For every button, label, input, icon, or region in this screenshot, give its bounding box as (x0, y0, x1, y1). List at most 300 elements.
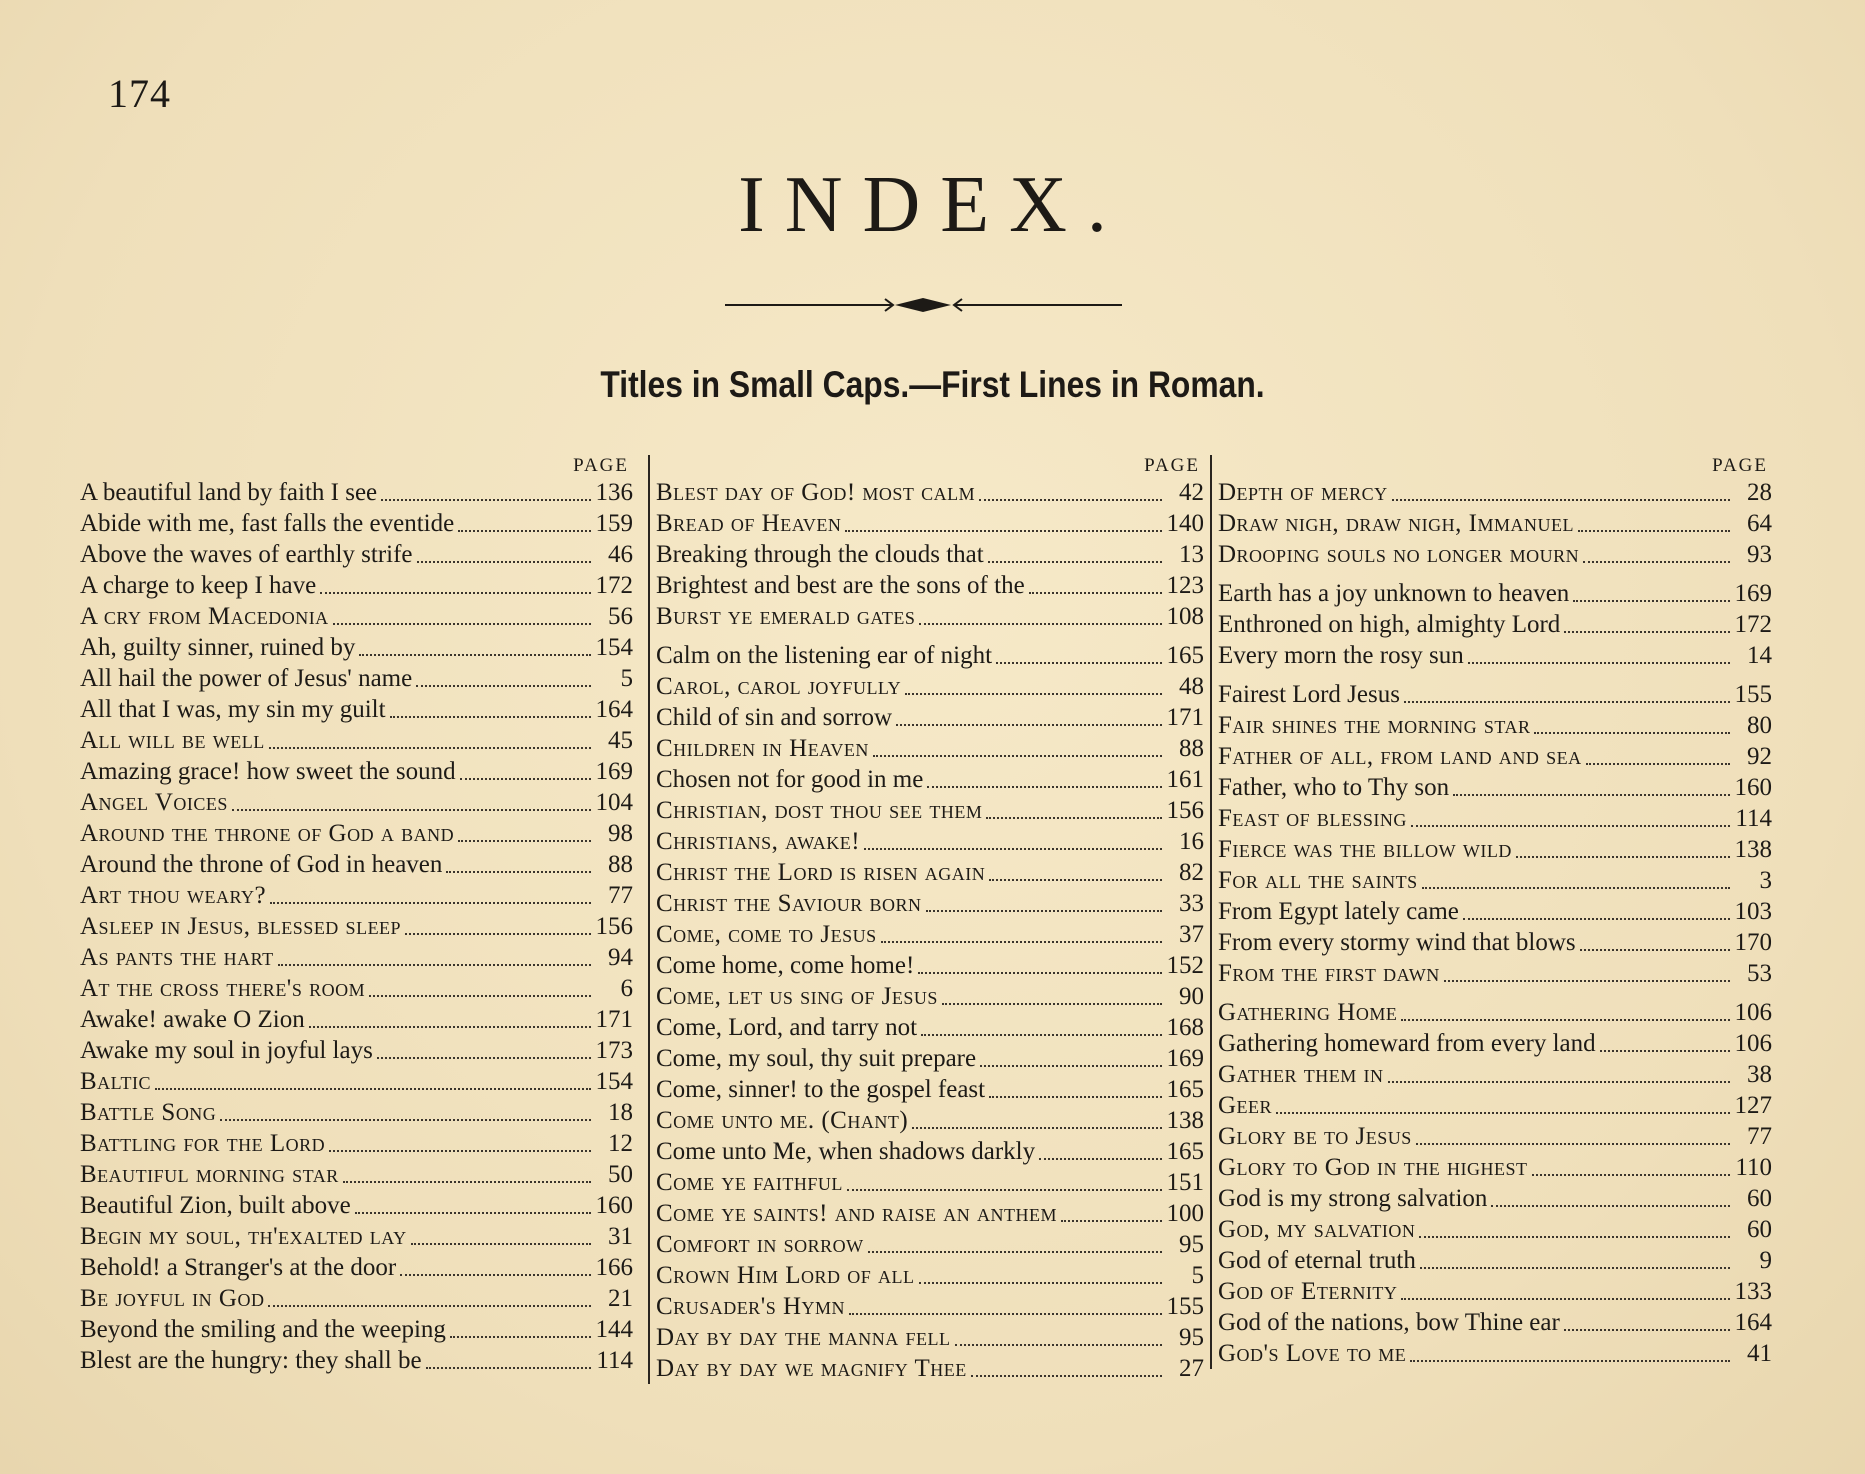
index-entry (656, 702, 1204, 733)
entry-page-number: 156 (1166, 797, 1204, 824)
dot-leader (1039, 1158, 1162, 1160)
dot-leader (1419, 1236, 1730, 1238)
dot-leader (864, 848, 1162, 850)
index-entry (1218, 1152, 1772, 1183)
entry-title: Bread of Heaven (656, 510, 842, 537)
entry-title: Comfort in sorrow (656, 1231, 864, 1258)
entry-page-number: 168 (1166, 1014, 1204, 1041)
entry-title: Battle Song (80, 1099, 217, 1126)
index-entry (656, 1198, 1204, 1229)
dot-leader (381, 499, 591, 501)
index-entry (80, 942, 633, 973)
entry-page-number: 108 (1166, 603, 1204, 630)
index-entry (1218, 1059, 1772, 1090)
dot-leader (450, 1336, 591, 1338)
index-entry (1218, 1028, 1772, 1059)
entry-title: Christ the Saviour born (656, 890, 922, 917)
dot-leader (1392, 499, 1730, 501)
dot-leader (1516, 856, 1730, 858)
index-entry (1218, 640, 1772, 671)
dot-leader (270, 902, 591, 904)
dot-leader (1583, 561, 1730, 563)
index-entry (80, 508, 633, 539)
entry-page-number: 104 (595, 789, 633, 816)
index-entry (1218, 1214, 1772, 1245)
entry-title: All will be well (80, 727, 265, 754)
entry-title: Art thou weary? (80, 882, 267, 909)
index-entry (80, 1314, 633, 1345)
entry-page-number: 45 (608, 727, 633, 754)
entry-title: Come unto me. (Chant) (656, 1107, 909, 1134)
entry-title: Feast of blessing (1218, 805, 1407, 832)
dot-leader (446, 871, 591, 873)
entry-page-number: 9 (1759, 1247, 1772, 1274)
index-entry (1218, 1307, 1772, 1338)
dot-leader (405, 933, 591, 935)
index-subtitle: Titles in Small Caps.—First Lines in Roman. (600, 364, 1265, 405)
entry-title: Enthroned on high, almighty Lord (1218, 611, 1561, 638)
dot-leader (1491, 1205, 1730, 1207)
index-entry (656, 1322, 1204, 1353)
entry-page-number: 172 (1734, 611, 1772, 638)
index-entry (80, 911, 633, 942)
dot-leader (979, 499, 1162, 501)
entry-title: A cry from Macedonia (80, 603, 329, 630)
entry-page-number: 152 (1166, 952, 1204, 979)
dot-leader (955, 1344, 1163, 1346)
dot-leader (355, 1212, 591, 1214)
dot-leader (232, 809, 591, 811)
dot-leader (845, 530, 1162, 532)
entry-page-number: 169 (1166, 1045, 1204, 1072)
entry-page-number: 56 (608, 603, 633, 630)
entry-title: At the cross there's room (80, 975, 366, 1002)
dot-leader (919, 1282, 1163, 1284)
entry-title: God of Eternity (1218, 1278, 1398, 1305)
dot-leader (343, 1181, 591, 1183)
index-entry (1218, 477, 1772, 508)
entry-title: Blest are the hungry: they shall be (80, 1347, 422, 1374)
dot-leader (460, 778, 591, 780)
dot-leader (1422, 887, 1730, 889)
index-entry (656, 950, 1204, 981)
index-entry (80, 1345, 633, 1376)
entry-page-number: 140 (1166, 510, 1204, 537)
dot-leader (1564, 1329, 1730, 1331)
entry-title: God, my salvation (1218, 1216, 1416, 1243)
entry-title: Come home, come home! (656, 952, 915, 979)
index-entry (1218, 1121, 1772, 1152)
entry-title: God's Love to me (1218, 1340, 1407, 1367)
dot-leader (320, 592, 591, 594)
entry-title: Awake my soul in joyful lays (80, 1037, 373, 1064)
index-entry (80, 539, 633, 570)
index-entry (80, 632, 633, 663)
dot-leader (333, 623, 591, 625)
index-entry (1218, 803, 1772, 834)
entry-title: Fairest Lord Jesus (1218, 681, 1400, 708)
dot-leader (416, 685, 591, 687)
entry-page-number: 33 (1179, 890, 1204, 917)
dot-leader (989, 879, 1162, 881)
index-entry (1218, 772, 1772, 803)
entry-page-number: 155 (1166, 1293, 1204, 1320)
entry-title: Abide with me, fast falls the eventide (80, 510, 455, 537)
dot-leader (896, 724, 1162, 726)
entry-page-number: 60 (1747, 1216, 1772, 1243)
entry-page-number: 64 (1747, 510, 1772, 537)
entry-title: From the first dawn (1218, 960, 1440, 987)
entry-page-number: 144 (595, 1316, 633, 1343)
dot-leader (458, 840, 591, 842)
entry-page-number: 14 (1747, 642, 1772, 669)
entry-title: Carol, carol joyfully (656, 673, 902, 700)
entry-title: Day by day the manna fell (656, 1324, 951, 1351)
entry-title: Chosen not for good in me (656, 766, 924, 793)
entry-page-number: 133 (1734, 1278, 1772, 1305)
dot-leader (847, 1189, 1162, 1191)
dot-leader (359, 654, 591, 656)
entry-title: God of the nations, bow Thine ear (1218, 1309, 1560, 1336)
entry-page-number: 41 (1747, 1340, 1772, 1367)
dot-leader (1573, 600, 1730, 602)
entry-title: Around the throne of God a band (80, 820, 455, 847)
dot-leader (309, 1026, 591, 1028)
entry-title: Crusader's Hymn (656, 1293, 846, 1320)
dot-leader (220, 1119, 591, 1121)
dot-leader (1586, 763, 1730, 765)
dot-leader (369, 995, 591, 997)
entry-title: Asleep in Jesus, blessed sleep (80, 913, 402, 940)
entry-title: Crown Him Lord of all (656, 1262, 915, 1289)
index-entry (656, 539, 1204, 570)
entry-page-number: 159 (595, 510, 633, 537)
entry-title: A charge to keep I have (80, 572, 317, 599)
dot-leader (919, 623, 1162, 625)
index-entry (656, 1229, 1204, 1260)
index-entry (1218, 609, 1772, 640)
entry-page-number: 164 (1734, 1309, 1772, 1336)
entry-page-number: 80 (1747, 712, 1772, 739)
index-entry (656, 1043, 1204, 1074)
entry-page-number: 151 (1166, 1169, 1204, 1196)
index-entry (1218, 679, 1772, 710)
entry-page-number: 88 (1179, 735, 1204, 762)
index-entry (656, 477, 1204, 508)
dot-leader (988, 561, 1162, 563)
index-entry (80, 1097, 633, 1128)
index-entry (1218, 1183, 1772, 1214)
index-entry (1218, 1245, 1772, 1276)
dot-leader (1534, 732, 1730, 734)
dot-leader (1401, 1019, 1730, 1021)
page-column-label: PAGE (573, 455, 629, 476)
entry-page-number: 46 (608, 541, 633, 568)
dot-leader (912, 1127, 1162, 1129)
entry-title: God of eternal truth (1218, 1247, 1416, 1274)
dot-leader (1532, 1174, 1730, 1176)
entry-page-number: 53 (1747, 960, 1772, 987)
entry-title: Christ the Lord is risen again (656, 859, 986, 886)
entry-page-number: 160 (595, 1192, 633, 1219)
entry-title: For all the saints (1218, 867, 1418, 894)
dot-leader (905, 693, 1162, 695)
index-entry (80, 756, 633, 787)
index-entry (80, 663, 633, 694)
index-entry (656, 857, 1204, 888)
entry-title: Come unto Me, when shadows darkly (656, 1138, 1036, 1165)
dot-leader (268, 1305, 591, 1307)
index-entry (1218, 865, 1772, 896)
index-entry (1218, 927, 1772, 958)
entry-title: Gather them in (1218, 1061, 1384, 1088)
dot-leader (1420, 1267, 1730, 1269)
index-entry (1218, 539, 1772, 570)
entry-title: Come, sinner! to the gospel feast (656, 1076, 986, 1103)
entry-page-number: 21 (608, 1285, 633, 1312)
entry-title: Fair shines the morning star (1218, 712, 1531, 739)
dot-leader (390, 716, 591, 718)
entry-page-number: 106 (1734, 999, 1772, 1026)
index-entry (1218, 1338, 1772, 1369)
entry-page-number: 155 (1734, 681, 1772, 708)
entry-page-number: 88 (608, 851, 633, 878)
entry-page-number: 114 (1735, 805, 1772, 832)
index-entry (1218, 1276, 1772, 1307)
dot-leader (269, 747, 591, 749)
index-entry (1218, 508, 1772, 539)
entry-title: Burst ye emerald gates (656, 603, 916, 630)
index-entry (656, 1353, 1204, 1384)
entry-page-number: 98 (608, 820, 633, 847)
index-entry (80, 725, 633, 756)
entry-page-number: 154 (595, 1068, 633, 1095)
dot-leader (1410, 1360, 1730, 1362)
entry-title: Come, Lord, and tarry not (656, 1014, 918, 1041)
index-entry (656, 671, 1204, 702)
entry-page-number: 123 (1166, 572, 1204, 599)
entry-page-number: 169 (1734, 580, 1772, 607)
entry-page-number: 77 (608, 882, 633, 909)
entry-title: A beautiful land by faith I see (80, 479, 378, 506)
entry-title: God is my strong salvation (1218, 1185, 1488, 1212)
index-entry (80, 1035, 633, 1066)
entry-page-number: 90 (1179, 983, 1204, 1010)
entry-title: Earth has a joy unknown to heaven (1218, 580, 1570, 607)
entry-page-number: 138 (1166, 1107, 1204, 1134)
entry-page-number: 38 (1747, 1061, 1772, 1088)
dot-leader (942, 1003, 1162, 1005)
entry-title: Father of all, from land and sea (1218, 743, 1582, 770)
entry-page-number: 166 (595, 1254, 633, 1281)
index-entry (656, 919, 1204, 950)
index-entry (80, 1004, 633, 1035)
entry-title: Beyond the smiling and the weeping (80, 1316, 446, 1343)
entry-page-number: 28 (1747, 479, 1772, 506)
index-entry (1218, 710, 1772, 741)
index-entry (656, 1167, 1204, 1198)
entry-title: Come, let us sing of Jesus (656, 983, 938, 1010)
entry-page-number: 171 (595, 1006, 633, 1033)
index-entry (656, 1260, 1204, 1291)
entry-title: Breaking through the clouds that (656, 541, 984, 568)
index-entry (1218, 578, 1772, 609)
index-entry (80, 477, 633, 508)
entry-page-number: 13 (1179, 541, 1204, 568)
index-entry (656, 1012, 1204, 1043)
dot-leader (989, 1096, 1162, 1098)
entry-title: Ah, guilty sinner, ruined by (80, 634, 356, 661)
entry-title: Blest day of God! most calm (656, 479, 976, 506)
entry-title: Gathering homeward from every land (1218, 1030, 1596, 1057)
index-entry (656, 640, 1204, 671)
index-entry (656, 508, 1204, 539)
index-entry (656, 1291, 1204, 1322)
entry-page-number: 173 (595, 1037, 633, 1064)
entry-page-number: 156 (595, 913, 633, 940)
dot-leader (986, 817, 1162, 819)
index-entry (1218, 896, 1772, 927)
entry-page-number: 27 (1179, 1355, 1204, 1382)
entry-page-number: 95 (1179, 1324, 1204, 1351)
entry-page-number: 154 (595, 634, 633, 661)
entry-title: Come, my soul, thy suit prepare (656, 1045, 977, 1072)
entry-page-number: 93 (1747, 541, 1772, 568)
index-entry (656, 981, 1204, 1012)
entry-title: As pants the hart (80, 944, 274, 971)
entry-page-number: 127 (1734, 1092, 1772, 1119)
dot-leader (881, 941, 1162, 943)
index-entry (656, 795, 1204, 826)
index-entry (80, 1252, 633, 1283)
dot-leader (1600, 1050, 1730, 1052)
dot-leader (921, 1034, 1162, 1036)
entry-title: Amazing grace! how sweet the sound (80, 758, 456, 785)
index-entry (656, 1136, 1204, 1167)
entry-title: Calm on the listening ear of night (656, 642, 993, 669)
index-entry (80, 1283, 633, 1314)
entry-page-number: 110 (1735, 1154, 1772, 1181)
index-entry (80, 1066, 633, 1097)
entry-page-number: 165 (1166, 1138, 1204, 1165)
dot-leader (849, 1313, 1162, 1315)
entry-title: Drooping souls no longer mourn (1218, 541, 1580, 568)
index-entry (80, 1190, 633, 1221)
dot-leader (400, 1274, 591, 1276)
entry-title: Christians, awake! (656, 828, 861, 855)
entry-page-number: 48 (1179, 673, 1204, 700)
entry-page-number: 18 (608, 1099, 633, 1126)
dot-leader (1444, 980, 1730, 982)
entry-title: Children in Heaven (656, 735, 869, 762)
index-entry (80, 849, 633, 880)
dot-leader (1029, 592, 1162, 594)
entry-page-number: 103 (1734, 898, 1772, 925)
dot-leader (926, 910, 1162, 912)
index-entry (656, 1074, 1204, 1105)
entry-page-number: 82 (1179, 859, 1204, 886)
entry-page-number: 165 (1166, 642, 1204, 669)
index-entry (656, 570, 1204, 601)
entry-page-number: 114 (596, 1347, 633, 1374)
entry-page-number: 50 (608, 1161, 633, 1188)
entry-page-number: 12 (608, 1130, 633, 1157)
entry-page-number: 170 (1734, 929, 1772, 956)
entry-title: Fierce was the billow wild (1218, 836, 1512, 863)
dot-leader (1404, 701, 1730, 703)
dot-leader (1388, 1081, 1730, 1083)
index-entry (80, 880, 633, 911)
index-entry (1218, 997, 1772, 1028)
dot-leader (1411, 825, 1730, 827)
entry-title: Come, come to Jesus (656, 921, 877, 948)
index-entry (80, 787, 633, 818)
index-entry (656, 601, 1204, 632)
entry-title: Beautiful morning star (80, 1161, 339, 1188)
entry-title: All hail the power of Jesus' name (80, 665, 413, 692)
dot-leader (417, 561, 591, 563)
entry-title: Angel Voices (80, 789, 228, 816)
index-entry (80, 694, 633, 725)
dot-leader (1564, 631, 1730, 633)
entry-page-number: 77 (1747, 1123, 1772, 1150)
index-column-3 (1210, 455, 1772, 1369)
dot-leader (377, 1057, 591, 1059)
entry-title: Awake! awake O Zion (80, 1006, 305, 1033)
entry-page-number: 37 (1179, 921, 1204, 948)
dot-leader (278, 964, 591, 966)
entry-title: Glory be to Jesus (1218, 1123, 1412, 1150)
entry-page-number: 169 (595, 758, 633, 785)
entry-title: All that I was, my sin my guilt (80, 696, 386, 723)
dot-leader (1416, 1143, 1730, 1145)
entry-page-number: 94 (608, 944, 633, 971)
dot-leader (1578, 530, 1730, 532)
index-entry (80, 1221, 633, 1252)
index-entry (80, 1128, 633, 1159)
entry-page-number: 95 (1179, 1231, 1204, 1258)
index-entry (80, 818, 633, 849)
index-column-2 (648, 455, 1204, 1384)
entry-title: Beautiful Zion, built above (80, 1192, 351, 1219)
dot-leader (868, 1251, 1162, 1253)
entry-page-number: 172 (595, 572, 633, 599)
entry-title: Glory to God in the highest (1218, 1154, 1528, 1181)
entry-title: Come ye saints! and raise an anthem (656, 1200, 1057, 1227)
index-entry (656, 764, 1204, 795)
dot-leader (426, 1367, 591, 1369)
entry-page-number: 164 (595, 696, 633, 723)
index-entry (656, 888, 1204, 919)
entry-page-number: 100 (1166, 1200, 1204, 1227)
dot-leader (873, 755, 1162, 757)
entry-page-number: 136 (595, 479, 633, 506)
entry-title: Begin my soul, th'exalted lay (80, 1223, 407, 1250)
entry-title: Behold! a Stranger's at the door (80, 1254, 397, 1281)
dot-leader (918, 972, 1162, 974)
entry-title: Above the waves of earthly strife (80, 541, 413, 568)
entry-title: Be joyful in God (80, 1285, 265, 1312)
entry-title: Baltic (80, 1068, 152, 1095)
entry-page-number: 31 (608, 1223, 633, 1250)
index-entry (80, 973, 633, 1004)
page-column-label: PAGE (1712, 455, 1768, 476)
entry-page-number: 161 (1166, 766, 1204, 793)
index-entry (656, 733, 1204, 764)
entry-title: Battling for the Lord (80, 1130, 326, 1157)
dot-leader (1453, 794, 1730, 796)
entry-page-number: 16 (1179, 828, 1204, 855)
